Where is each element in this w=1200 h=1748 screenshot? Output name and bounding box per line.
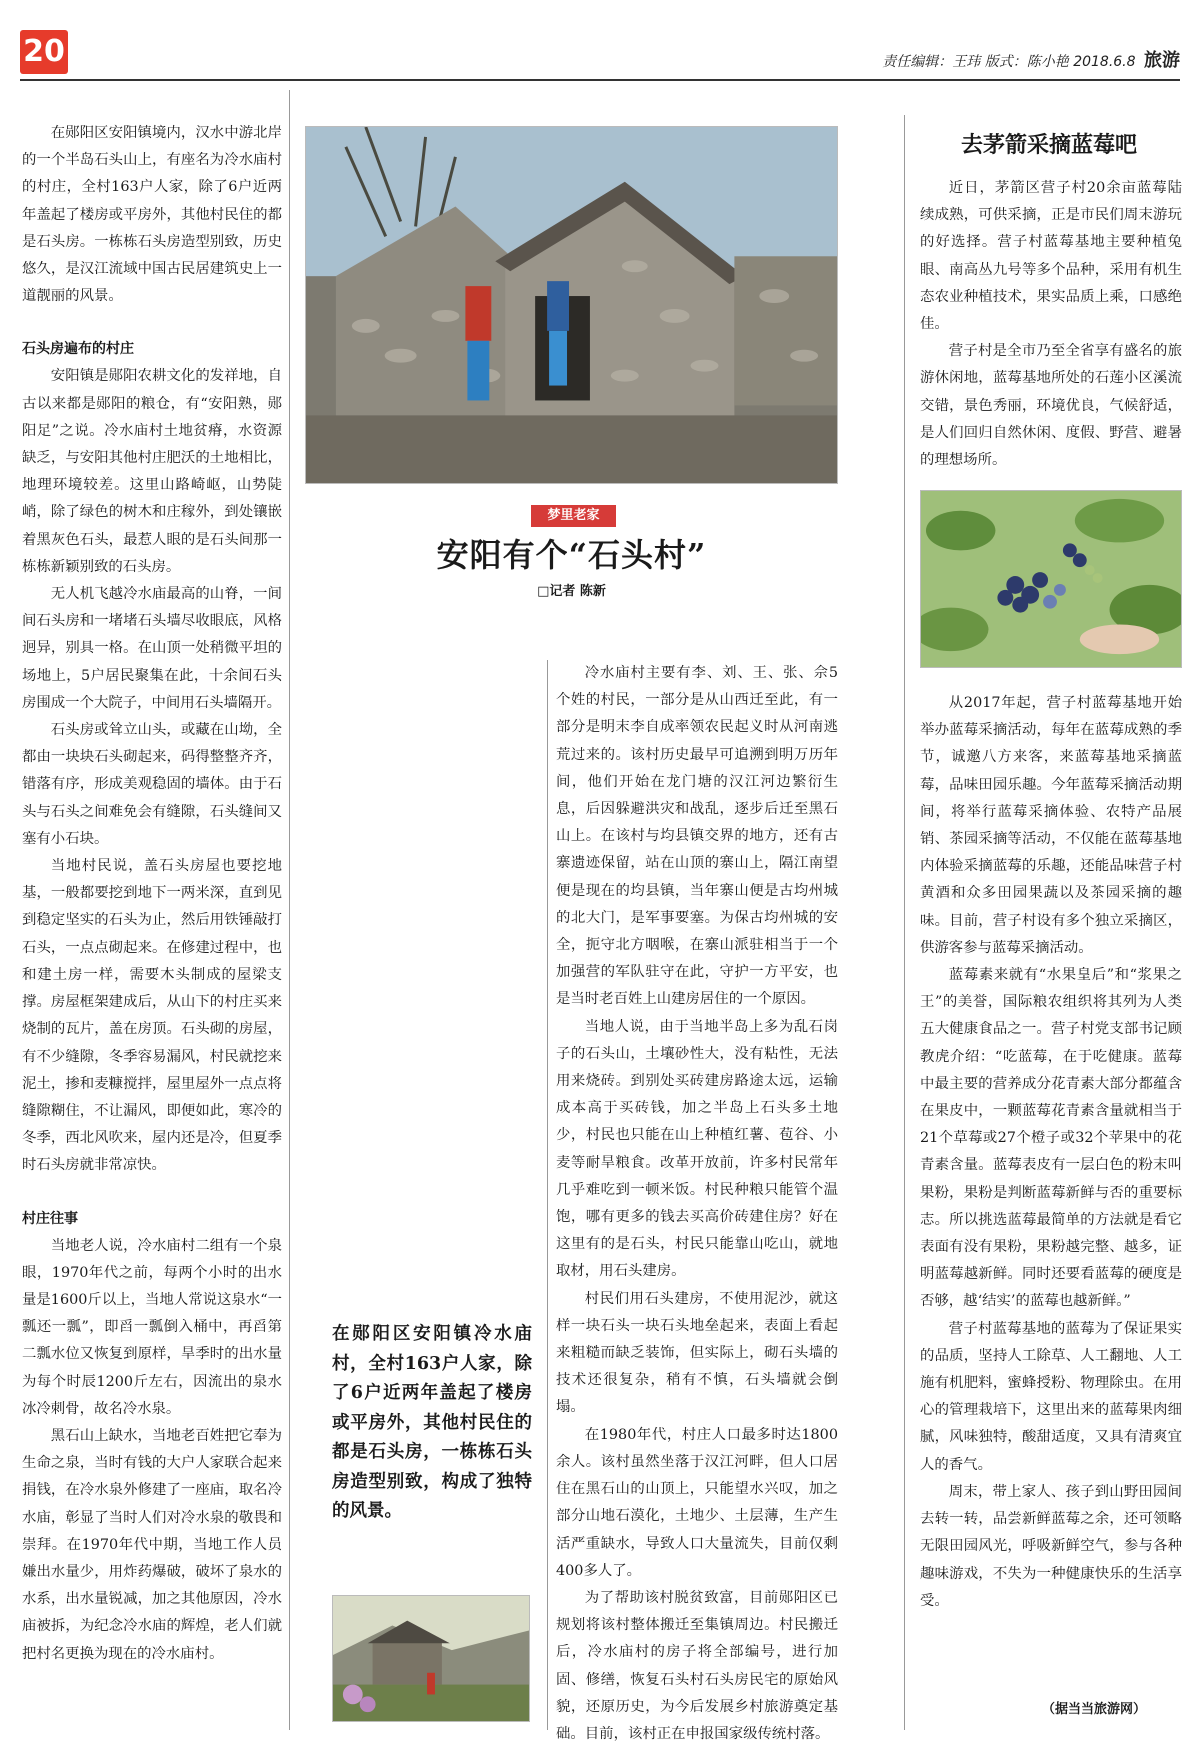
- sidebar-column-bottom: [920, 690, 1182, 1615]
- column-divider: [904, 115, 905, 1730]
- source-credit: （据当当旅游网）: [1042, 1702, 1147, 1717]
- article-title: 安阳有个“石头村”: [436, 536, 707, 574]
- column-tag: 梦里老家: [531, 505, 616, 527]
- paragraph: 营子村是全市乃至全省享有盛名的旅游休闲地，蓝莓基地所处的石莲小区溪流交错，景色秀丽，环境优良，气候舒适，是人们回归自然休闲、度假、野营、避暑的理想场所。: [920, 343, 1182, 469]
- article-column-1: [22, 120, 282, 1668]
- paragraph: 当地人说，由于当地半岛上多为乱石岗子的石头山，土壤砂性大，没有粘性，无法用来烧砖。到别处买砖建房路途太远，运输成本高于买砖钱，加之半岛上石头多土地少，村民也只能在山上种植红薯、苞谷、小麦等耐旱粮食。改革开放前，许多村民常年几乎难吃到一顿米饭。村民种粮只能管个温饱，哪有更多的钱去买高价砖建住房？好在这里有的是石头，村民只能靠山吃山，就地取材，用石头建房。: [556, 1018, 838, 1280]
- village-photo: [332, 1595, 530, 1722]
- paragraph: 石头房或耸立山头，或藏在山坳，全都由一块块石头砌起来，码得整整齐齐，错落有序，形成美观稳固的墙体。由于石头与石头之间难免会有缝隙，石头缝间又塞有小石块。: [22, 722, 282, 847]
- paragraph: 当地老人说，冷水庙村二组有一个泉眼，1970年代之前，每两个小时的出水量是1600斤以上，当地人常说这泉水“一瓢还一瓢”，即舀一瓢倒入桶中，再舀第二瓢水位又恢复到原样，旱季时的出水量为每个时辰1200斤左右，因流出的泉水冰冷刺骨，故名冷水泉。: [22, 1237, 282, 1417]
- paragraph: 当地村民说，盖石头房屋也要挖地基，一般都要挖到地下一两米深，直到见到稳定坚实的石头为止，然后用铁锤敲打石头，一点点砌起来。在修建过程中，也和建土房一样，需要木头制成的屋梁支撑。房屋框架建成后，从山下的村庄买来烧制的瓦片，盖在房顶。石头砌的房屋，有不少缝隙，冬季容易漏风，村民就挖来泥土，掺和麦糠搅拌，屋里屋外一点点将缝隙糊住，不让漏风，即便如此，寒冷的冬季，西北风吹来，屋内还是冷，但夏季时石头房就非常凉快。: [22, 858, 282, 1174]
- paragraph: 安阳镇是郧阳农耕文化的发祥地，自古以来都是郧阳的粮仓，有“安阳熟，郧阳足”之说。冷水庙村土地贫瘠，水资源缺乏，与安阳其他村庄肥沃的土地相比，地理环境较差。这里山路崎岖，山势陡峭，除了绿色的树木和庄稼外，到处镶嵌着黑灰色石头，最惹人眼的是石头间那一栋栋新颖别致的石头房。: [22, 368, 282, 575]
- column-divider: [547, 660, 548, 1730]
- sidebar-column-top: [920, 175, 1182, 474]
- pull-quote: 在郧阳区安阳镇冷水庙村，全村163户人家，除了6户近两年盖起了楼房或平房外，其他村民住的都是石头房，一栋栋石头房造型别致，构成了独特的风景。: [332, 1324, 532, 1521]
- stone-house-photo: [305, 126, 838, 484]
- paragraph: 为了帮助该村脱贫致富，目前郧阳区已规划将该村整体搬迁至集镇周边。村民搬迁后，冷水庙村的房子将全部编号，进行加固、修缮，恢复石头村石头房民宅的原始风貌，还原历史，为今后发展乡村旅游奠定基础。目前，该村正在申报国家级传统村落。: [556, 1589, 838, 1742]
- paragraph: 黑石山上缺水，当地老百姓把它奉为生命之泉，当时有钱的大户人家联合起来捐钱，在冷水泉外修建了一座庙，取名冷水庙，彰显了当时人们对冷水泉的敬畏和崇拜。在1970年代中期，当地工作人员嫌出水量少，用炸药爆破，破坏了泉水的水系，出水量锐减，加之其他原因，冷水庙被拆，为纪念冷水庙的辉煌，老人们就把村名更换为现在的冷水庙村。: [22, 1427, 282, 1662]
- subheading: 村庄往事: [22, 1210, 78, 1227]
- column-divider: [289, 90, 290, 1730]
- subheading: 石头房遍布的村庄: [22, 341, 134, 358]
- section-name: 旅游: [1144, 50, 1180, 71]
- header-rule: [20, 79, 1180, 81]
- paragraph: 从2017年起，营子村蓝莓基地开始举办蓝莓采摘活动，每年在蓝莓成熟的季节，诚邀八方来客，来蓝莓基地采摘蓝莓，品味田园乐趣。今年蓝莓采摘活动期间，将举行蓝莓采摘体验、农特产品展销、茶园采摘等活动，不仅能在蓝莓基地内体验采摘蓝莓的乐趣，还能品味营子村黄酒和众多田园果蔬以及茶园采摘的趣味。目前，营子村设有多个独立采摘区，供游客参与蓝莓采摘活动。: [920, 695, 1182, 956]
- paragraph: 近日，茅箭区营子村20余亩蓝莓陆续成熟，可供采摘，正是市民们周末游玩的好选择。营子村蓝莓基地主要种植兔眼、南高丛九号等多个品种，采用有机生态农业种植技术，果实品质上乘，口感绝佳。: [920, 180, 1182, 333]
- paragraph: 无人机飞越冷水庙最高的山脊，一间间石头房和一堵堵石头墙尽收眼底，风格迥异，别具一格。在山顶一处稍微平坦的场地上，5户居民聚集在此，十余间石头房围成一个大院子，中间用石头墙隔开。: [22, 586, 282, 711]
- byline: □记者 陈新: [537, 584, 606, 599]
- blueberry-photo: [920, 490, 1182, 668]
- paragraph: 营子村蓝莓基地的蓝莓为了保证果实的品质，坚持人工除草、人工翻地、人工施有机肥料，蜜蜂授粉、物理除虫。在用心的管理栽培下，这里出来的蓝莓果肉细腻，风味独特，酸甜适度，又具有清爽宜人的香气。: [920, 1320, 1182, 1473]
- paragraph: 周末，带上家人、孩子到山野田园间去转一转，品尝新鲜蓝莓之余，还可领略无限田园风光，呼吸新鲜空气，参与各种趣味游戏，不失为一种健康快乐的生活享受。: [920, 1483, 1182, 1609]
- article-column-2: [556, 660, 838, 1748]
- paragraph: 村民们用石头建房，不使用泥沙，就这样一块石头一块石头地垒起来，表面上看起来粗糙而缺乏装饰，但实际上，砌石头墙的技术还很复杂，稍有不慎，石头墙就会倒塌。: [556, 1290, 838, 1416]
- paragraph: 在郧阳区安阳镇境内，汉水中游北岸的一个半岛石头山上，有座名为冷水庙村的村庄，全村163户人家，除了6户近两年盖起了楼房或平房外，其他村民住的都是石头房。一栋栋石头房造型别致，历史悠久，是汉江流域中国古民居建筑史上一道靓丽的风景。: [22, 125, 282, 305]
- header-info: [882, 46, 1180, 72]
- paragraph: 冷水庙村主要有李、刘、王、张、佘5个姓的村民，一部分是从山西迁至此，有一部分是明末李自成率领农民起义时从河南逃荒过来的。该村历史最早可追溯到明万历年间，他们开始在龙门塘的汉江河边繁衍生息，后因躲避洪灾和战乱，逐步后迁至黑石山上。在该村与均县镇交界的地方，还有古寨遗迹保留，站在山顶的寨山上，隔江南望便是现在的均县镇，当年寨山便是古均州城的北大门，是军事要塞。为保古均州城的安全，扼守北方咽喉，在寨山派驻相当于一个加强营的军队驻守在此，守护一方平安，也是当时老百姓上山建房居住的一个原因。: [556, 665, 838, 1008]
- paragraph: 在1980年代，村庄人口最多时达1800余人。该村虽然坐落于汉江河畔，但人口居住在黑石山的山顶上，只能望水兴叹，加之部分山地石漠化，土地少、土层薄，生产生活严重缺水，导致人口大量流失，目前仅剩400多人了。: [556, 1426, 838, 1579]
- paragraph: 蓝莓素来就有“水果皇后”和“浆果之王”的美誉，国际粮农组织将其列为人类五大健康食品之一。营子村党支部书记顾教虎介绍：“吃蓝莓，在于吃健康。蓝莓中最主要的营养成分花青素大部分都蕴含在果皮中，一颗蓝莓花青素含量就相当于21个草莓或27个橙子或32个苹果中的花青素含量。蓝莓表皮有一层白色的粉末叫果粉，果粉是判断蓝莓新鲜与否的重要标志。所以挑选蓝莓最简单的方法就是看它表面有没有果粉，果粉越完整、越多，证明蓝莓越新鲜。同时还要看蓝莓的硬度是否够，越‘结实’的蓝莓也越新鲜。”: [920, 967, 1182, 1310]
- sidebar-title: 去茅箭采摘蓝莓吧: [960, 132, 1137, 158]
- page-number: 20: [20, 30, 68, 74]
- editor-credits: 责任编辑：王玮 版式：陈小艳 2018.6.8: [882, 54, 1136, 70]
